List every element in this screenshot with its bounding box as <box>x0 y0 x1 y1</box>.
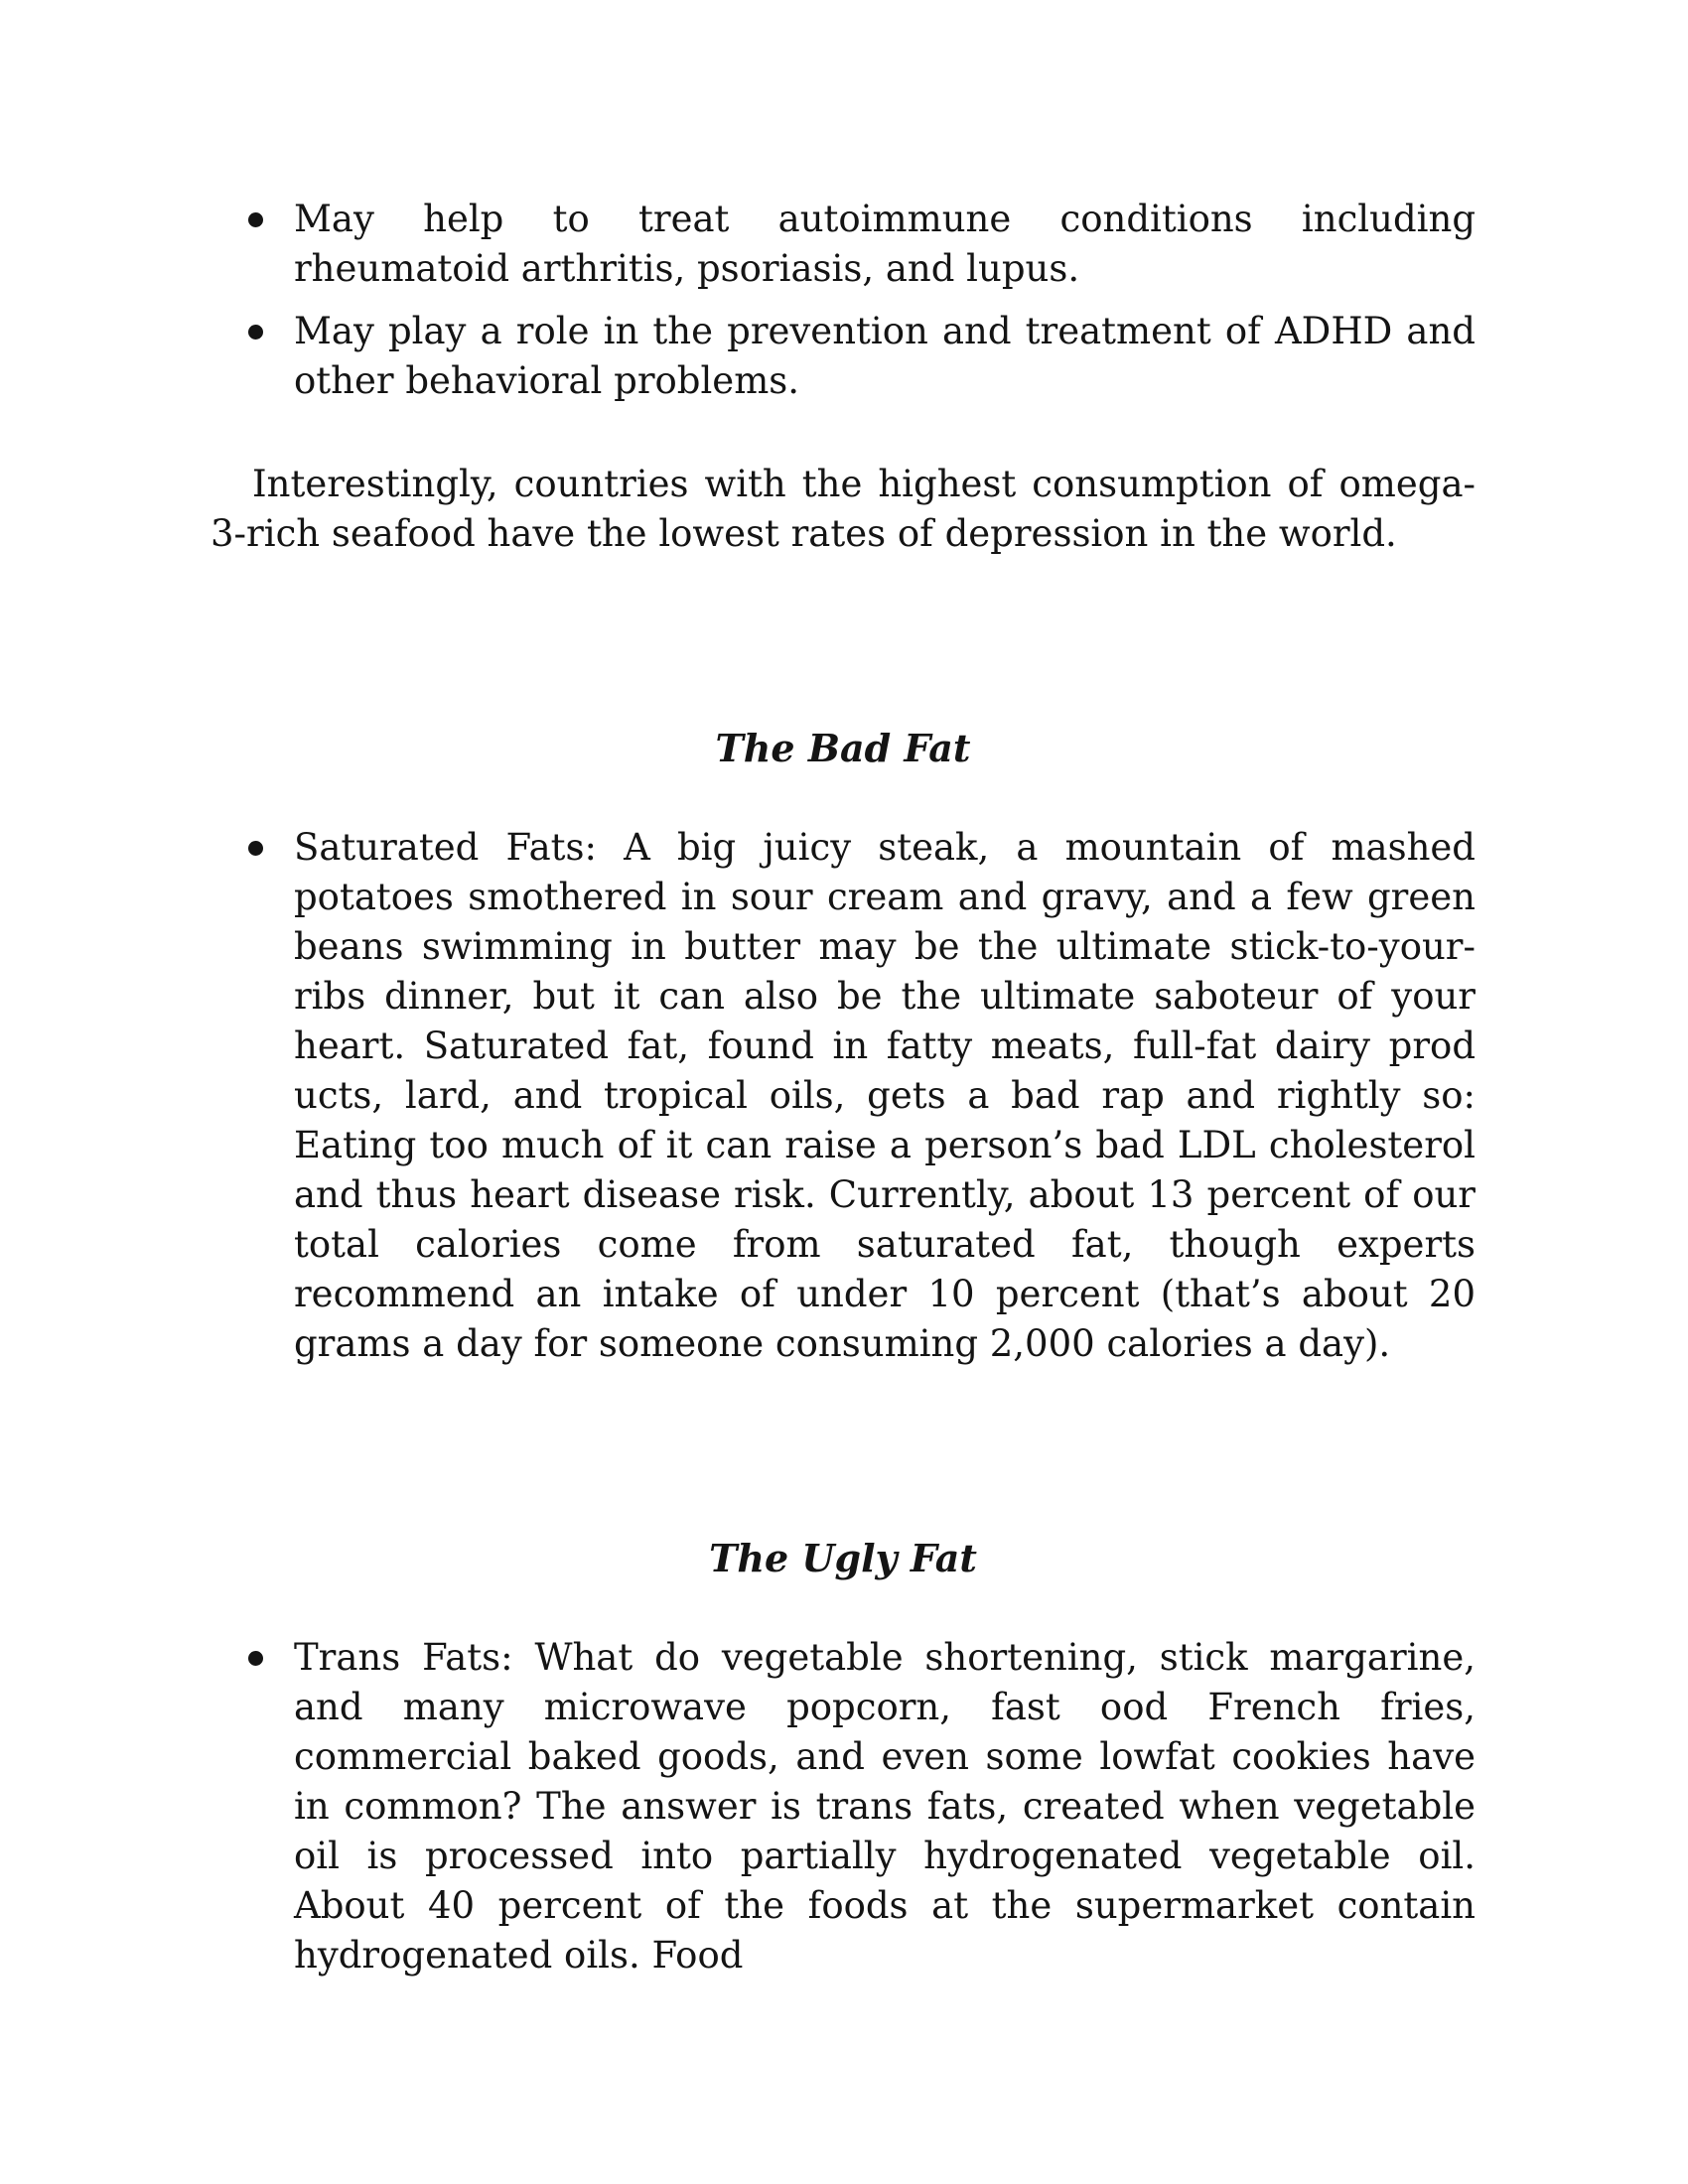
intro-bullet-list <box>211 195 1476 406</box>
intro-paragraph: Interestingly, countries with the highest consumption of omega-3-rich seafood have the lowest rates of depression in the world. <box>211 463 1476 555</box>
document-page <box>211 195 1476 1993</box>
list-item-text: May help to treat autoimmune conditions including rheumatoid arthritis, psoriasis, and lupus. <box>294 198 1476 290</box>
bullet-icon <box>248 212 263 227</box>
bullet-icon <box>248 1651 263 1666</box>
list-item-text: Trans Fats: What do vegetable shortening, stick margarine, and many microwave popcorn, fast ood French fries, commercial baked goods, and even some lowfat cookies have in common? The answer is trans fats, created when vegetable oil is processed into partially hydrogenated vegetable oil. About 40 percent of the foods at the supermarket contain hydrogenated oils. Food <box>294 1636 1476 1977</box>
list-item <box>211 195 1476 294</box>
list-item <box>211 823 1476 1369</box>
list-item-text: May play a role in the prevention and treatment of ADHD and other behavioral problems. <box>294 310 1476 402</box>
list-item <box>211 307 1476 406</box>
bullet-icon <box>248 841 263 856</box>
bullet-icon <box>248 325 263 340</box>
section-heading-ugly-fat: The Ugly Fat <box>709 1536 977 1580</box>
section-heading-bad-fat: The Bad Fat <box>715 726 971 770</box>
list-item <box>211 1633 1476 1980</box>
ugly-fat-bullet-list <box>211 1633 1476 1980</box>
list-item-text: Saturated Fats: A big juicy steak, a mountain of mashed potatoes smothered in sour cream and gravy, and a few green beans swimming in butter may be the ultimate stick-to-your-ribs dinner, but it can also be the ultimate saboteur of your heart. Saturated fat, found in fatty meats, full-fat dairy prod ucts, lard, and tropical oils, gets a bad rap and rightly so: Eating too much of it can raise a person’s bad LDL cholesterol and thus heart disease risk. Currently, about 13 percent of our total calories come from saturated fat, though experts recommend an intake of under 10 percent (that’s about 20 grams a day for someone consuming 2,000 calories a day). <box>294 826 1476 1365</box>
bad-fat-bullet-list <box>211 823 1476 1369</box>
